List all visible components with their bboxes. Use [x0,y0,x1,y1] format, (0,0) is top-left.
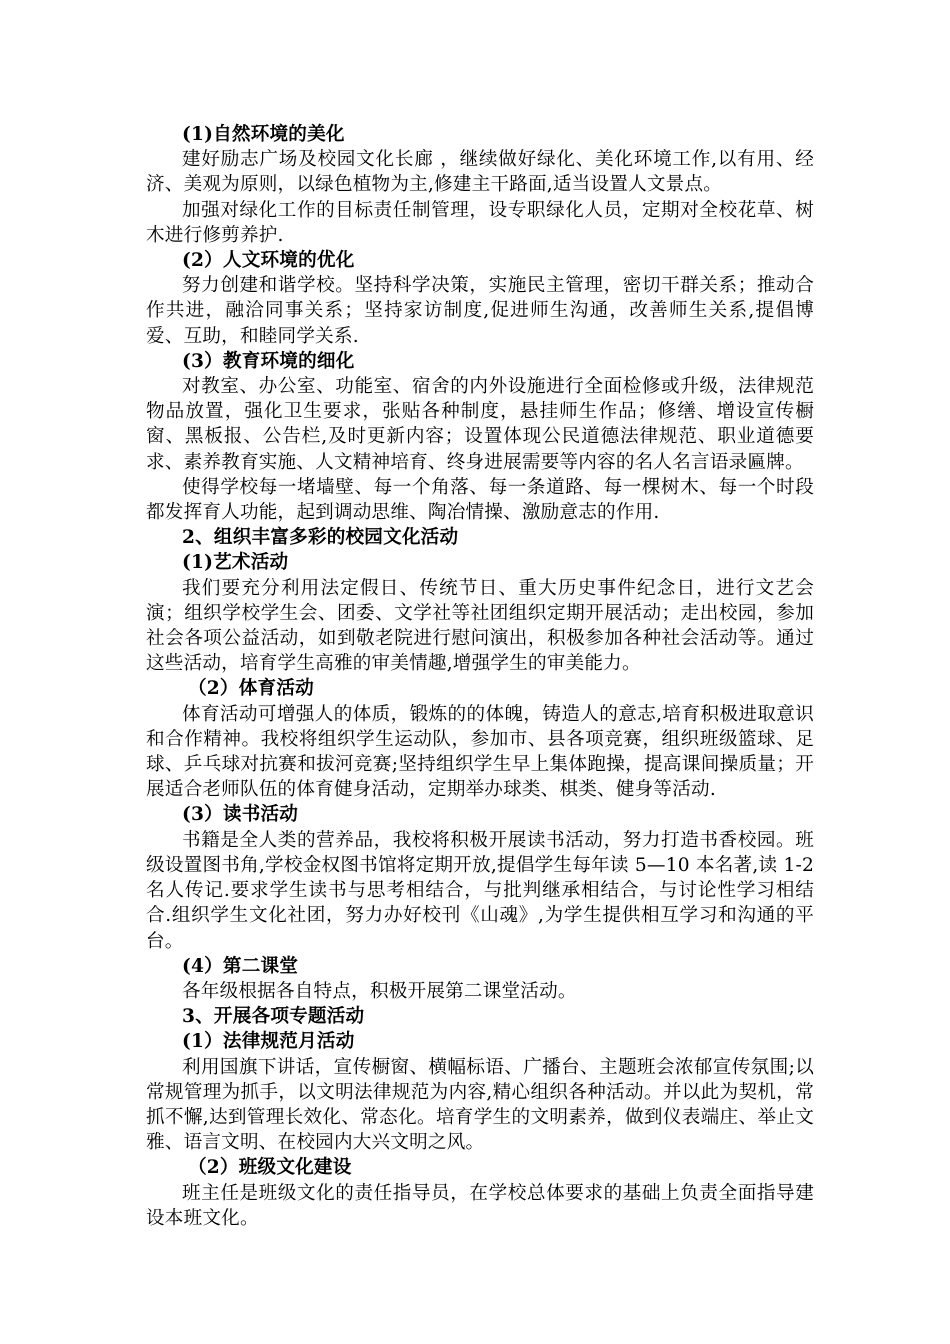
paragraph-art-activities: 我们要充分利用法定假日、传统节日、重大历史事件纪念日，进行文艺会演；组织学校学生会、团委、文学社等社团组织定期开展活动；走出校园，参加社会各项公益活动，如到敬老院进行慰问演出，积极参加各种社会活动等。通过这些活动，培育学生高雅的审美情趣,增强学生的审美能力。 [146,577,814,675]
paragraph-law-month: 利用国旗下讲话，宣传橱窗、横幅标语、广播台、主题班会浓郁宣传氛围;以常规管理为抓手，以文明法律规范为内容,精心组织各种活动。并以此为契机，常抓不懈,达到管理长效化、常态化。培育学生的文明素养，做到仪表端庄、举止文雅、语言文明、在校园内大兴文明之风。 [146,1056,814,1154]
paragraph-reading-activities: 书籍是全人类的营养品，我校将积极开展读书活动，努力打造书香校园。班级设置图书角,学校金权图书馆将定期开放,提倡学生每年读 5—10 本名著,读 1-2 名人传记.要求学生读书与思考相结合，与批判继承相结合，与讨论性学习相结合.组织学生文化社团，努力办好校刊《山魂》,为学生提供相互学习和沟通的平台。 [146,829,814,952]
paragraph-every-wall: 使得学校每一堵墙壁、每一个角落、每一条道路、每一棵树木、每一个时段都发挥育人功能，起到调动思维、陶冶情操、激励意志的作用. [146,476,814,524]
paragraph-class-culture: 班主任是班级文化的责任指导员，在学校总体要求的基础上负责全面指导建设本班文化。 [146,1182,814,1229]
section-heading-art-activities: (1)艺术活动 [182,552,289,574]
section-heading-second-classroom: (4）第二课堂 [182,955,299,977]
section-heading-humanistic-environment: (2）人文环境的优化 [182,250,355,272]
paragraph-sports-activities: 体育活动可增强人的体质，锻炼的的体魄，铸造人的意志,培育积极进取意识和合作精神。我校将组织学生运动队，参加市、县各项竞赛，组织班级篮球、足球、乒乓球对抗赛和拔河竞赛;坚持组织学生早上集体跑操，提高课间操质量；开展适合老师队伍的体育健身活动，定期举办球类、棋类、健身等活动. [146,703,814,801]
section-heading-special-activities: 3、开展各项专题活动 [182,1006,365,1028]
section-heading-sports-activities: （2）体育活动 [188,678,314,700]
paragraph-harmonious-school: 努力创建和谐学校。坚持科学决策，实施民主管理，密切干群关系；推动合作共进，融洽同事关系；坚持家访制度,促进师生沟通，改善师生关系,提倡博爱、互助，和睦同学关系. [146,275,814,347]
section-heading-natural-environment: (1)自然环境的美化 [182,124,345,145]
paragraph-facilities: 对教室、办公室、功能室、宿舍的内外设施进行全面检修或升级，法律规范物品放置，强化卫生要求，张贴各种制度，悬挂师生作品；修缮、增设宣传橱窗、黑板报、公告栏,及时更新内容；设置体现公民道德法律规范、职业道德要求、素养教育实施、人文精神培育、终身进展需要等内容的名人名言语录匾牌。 [146,376,814,473]
section-heading-class-culture: （2）班级文化建设 [188,1157,352,1179]
section-heading-reading-activities: (3）读书活动 [182,804,299,826]
paragraph-greening-management: 加强对绿化工作的目标责任制管理，设专职绿化人员，定期对全校花草、树木进行修剪养护. [146,199,814,246]
section-heading-law-month: (1）法律规范月活动 [182,1031,355,1053]
paragraph-landscaping: 建好励志广场及校园文化长廊 ，继续做好绿化、美化环境工作,以有用、经济、美观为原则，以绿色植物为主,修建主干路面,适当设置人文景点。 [146,149,814,196]
section-heading-cultural-activities: 2、组织丰富多彩的校园文化活动 [182,527,459,549]
document-body [146,122,814,1231]
paragraph-second-classroom: 各年级根据各自特点，积极开展第二课堂活动。 [182,980,577,1002]
section-heading-educational-environment: (3）教育环境的细化 [182,350,355,372]
